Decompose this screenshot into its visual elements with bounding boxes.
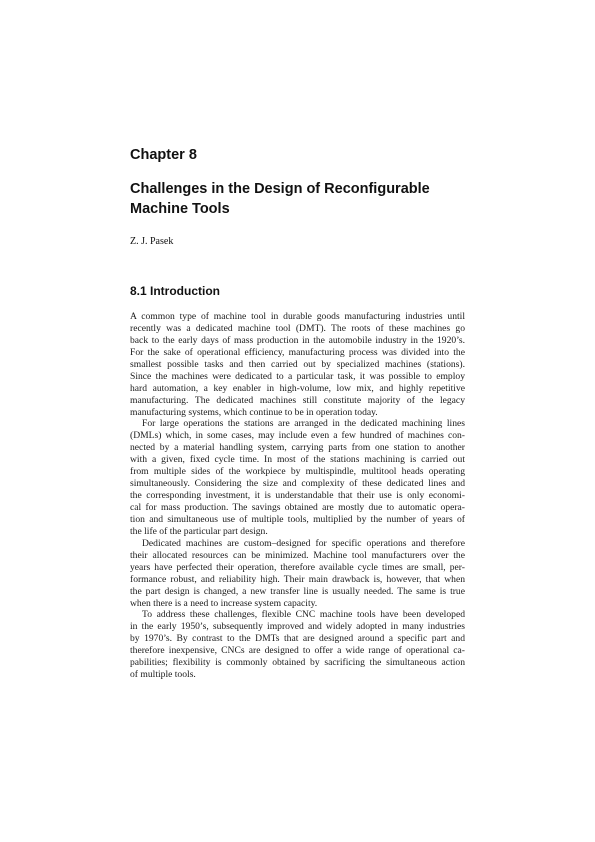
body-line: hard automation, a key enabler in high-volume, low mix, and highly repetitive bbox=[130, 382, 465, 394]
body-line: tion and simultaneous use of multiple tools, multiplied by the number of years of bbox=[130, 513, 465, 525]
body-line: pabilities; flexibility is commonly obtained by sacrificing the simultaneous action bbox=[130, 657, 465, 669]
body-line: For large operations the stations are arranged in the dedicated machining lines bbox=[142, 418, 465, 430]
body-line: manufacturing. The dedicated machines still constitute majority of the legacy bbox=[130, 394, 465, 406]
body-line: manufacturing systems, which continue to be in operation today. bbox=[130, 406, 378, 418]
body-line: from multiple sides of the workpiece by multispindle, multitool heads operating bbox=[130, 466, 465, 478]
body-line: the corresponding investment, it is understandable that their use is only economi- bbox=[130, 490, 465, 502]
body-line: For the sake of operational efficiency, manufacturing process was divided into the bbox=[130, 346, 465, 358]
section-heading: 8.1 Introduction bbox=[130, 284, 220, 298]
body-line: in the early 1950’s, subsequently improved and widely adopted in many industries bbox=[130, 621, 465, 633]
body-line: back to the early days of mass production in the automobile industry in the 1920’s. bbox=[130, 334, 465, 346]
chapter-title-line: Challenges in the Design of Reconfigurable bbox=[130, 181, 430, 197]
chapter-title-line: Machine Tools bbox=[130, 201, 230, 217]
body-line: years have perfected their operation, therefore available cycle times are small, per- bbox=[130, 561, 465, 573]
body-line: their allocated resources can be minimized. Machine tool manufacturers over the bbox=[130, 549, 465, 561]
body-line: (DMLs) which, in some cases, may include even a few hundred of machines con- bbox=[130, 430, 465, 442]
body-line: the part design is changed, a new transfer line is usually needed. The same is true bbox=[130, 585, 465, 597]
body-line: when there is a need to increase system capacity. bbox=[130, 597, 318, 609]
chapter-label: Chapter 8 bbox=[130, 147, 197, 163]
body-line: by 1970’s. By contrast to the DMTs that are designed around a specific part and bbox=[130, 633, 465, 645]
body-text bbox=[130, 311, 465, 681]
body-line: therefore inexpensive, CNCs are designed to offer a wide range of operational ca- bbox=[130, 645, 465, 657]
body-line: recently was a dedicated machine tool (DMT). The roots of these machines go bbox=[130, 322, 465, 334]
body-line: with a given, fixed cycle time. In most of the stations machining is carried out bbox=[130, 454, 465, 466]
body-line: formance robust, and reliability high. Their main drawback is, however, that when bbox=[130, 573, 465, 585]
body-line: the life of the particular part design. bbox=[130, 525, 268, 537]
body-line: simultaneously. Considering the size and complexity of these dedicated lines and bbox=[130, 478, 465, 490]
body-line: cal for mass production. The savings obtained are mostly due to automatic opera- bbox=[130, 502, 465, 513]
author-name: Z. J. Pasek bbox=[130, 236, 174, 247]
body-line: A common type of machine tool in durable goods manufacturing industries until bbox=[130, 311, 465, 322]
body-line: nected by a material handling system, carrying parts from one station to another bbox=[130, 442, 465, 454]
body-line: smallest possible tasks and then carried out by specialized machines (stations). bbox=[130, 358, 465, 370]
body-line: Since the machines were dedicated to a particular task, it was possible to employ bbox=[130, 370, 465, 382]
chapter-title bbox=[130, 179, 470, 219]
body-line: of multiple tools. bbox=[130, 669, 196, 681]
body-line: To address these challenges, flexible CNC machine tools have been developed bbox=[142, 609, 465, 621]
body-line: Dedicated machines are custom–designed for specific operations and therefore bbox=[142, 537, 465, 549]
